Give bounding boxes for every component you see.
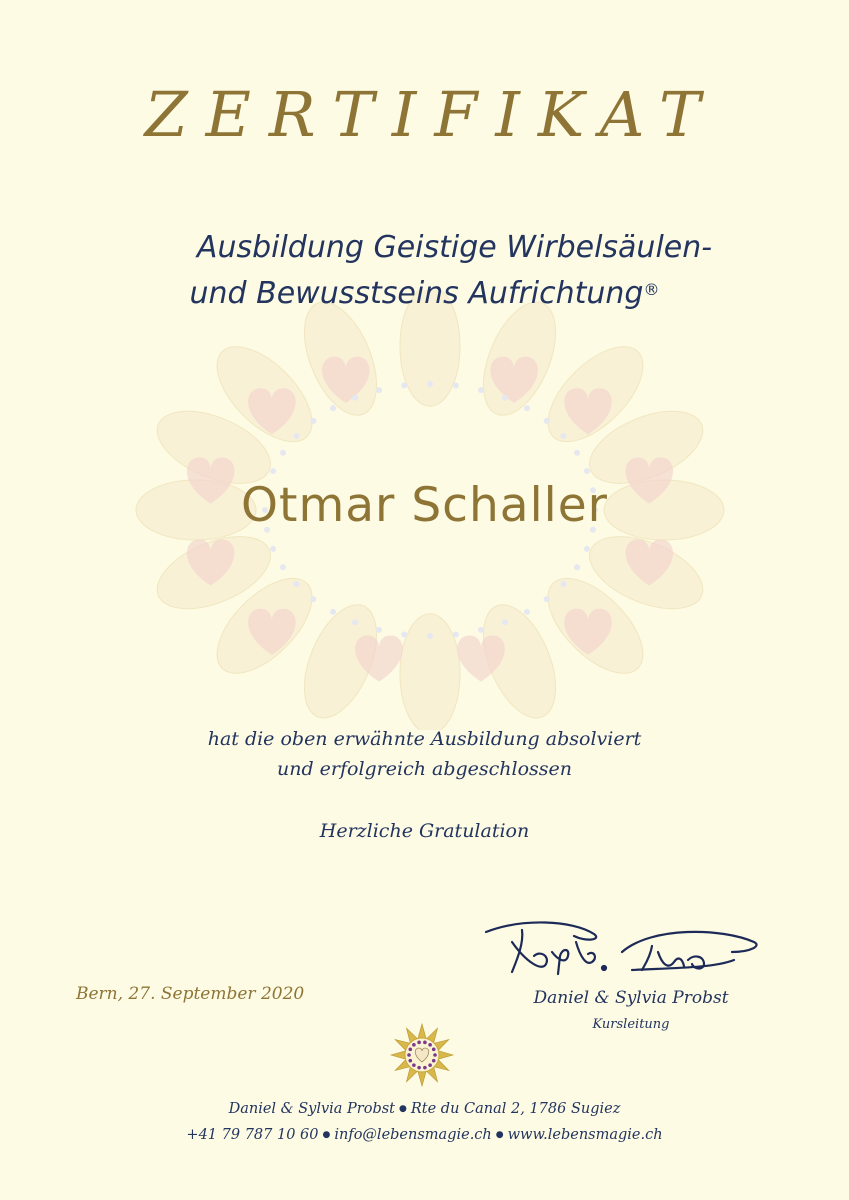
mandala-petal xyxy=(400,614,460,730)
mandala-dot xyxy=(401,383,407,389)
course-title-line-2 xyxy=(0,276,849,311)
certificate-title: ZERTIFIKAT xyxy=(144,78,719,151)
mandala-dot xyxy=(574,564,580,570)
signer-role: Kursleitung xyxy=(592,1017,670,1032)
logo-dot xyxy=(423,1041,427,1045)
course-title-line-1: Ausbildung Geistige Wirbelsäulen- xyxy=(196,230,713,265)
bullet-separator: ● xyxy=(399,1104,407,1114)
logo-petal xyxy=(437,1051,453,1060)
mandala-dot xyxy=(401,631,407,637)
mandala-dot xyxy=(376,387,382,393)
logo-dot xyxy=(407,1053,411,1057)
statement-line-2: und erfolgreich abgeschlossen xyxy=(276,758,573,780)
statement-line-1: hat die oben erwähnte Ausbildung absolviert xyxy=(207,728,642,750)
logo-petal xyxy=(418,1024,427,1040)
logo-dot xyxy=(412,1043,416,1047)
mandala-dot xyxy=(453,383,459,389)
mandala-dot xyxy=(280,564,286,570)
mandala-dot xyxy=(478,627,484,633)
logo-dot xyxy=(428,1043,432,1047)
mandala-dot xyxy=(330,609,336,615)
congratulation-text: Herzliche Gratulation xyxy=(319,820,530,842)
logo-dot xyxy=(417,1066,421,1070)
mandala-dot xyxy=(427,381,433,387)
footer-phone: +41 79 787 10 60 xyxy=(186,1127,319,1143)
bullet-separator: ● xyxy=(322,1130,331,1140)
signature xyxy=(482,912,772,984)
mandala-dot xyxy=(294,581,300,587)
mandala-dot xyxy=(453,631,459,637)
mandala-dot xyxy=(584,546,590,552)
logo-dot xyxy=(408,1048,412,1052)
footer-name: Daniel & Sylvia Probst xyxy=(228,1101,396,1117)
mandala-dot xyxy=(502,619,508,625)
signer-name: Daniel & Sylvia Probst xyxy=(533,988,729,1008)
mandala-dot xyxy=(294,433,300,439)
mandala-dot xyxy=(544,418,550,424)
logo-dot xyxy=(433,1053,437,1057)
logo-dot xyxy=(428,1063,432,1067)
footer-contact-line xyxy=(0,1127,849,1143)
mandala-dot xyxy=(352,395,358,401)
footer-website: www.lebensmagie.ch xyxy=(507,1127,663,1143)
logo-petal xyxy=(418,1070,427,1086)
logo-dot xyxy=(412,1063,416,1067)
mandala-dot xyxy=(427,633,433,639)
mandala-dot xyxy=(524,405,530,411)
mandala-dot xyxy=(376,627,382,633)
mandala-dot xyxy=(310,596,316,602)
logo-dot xyxy=(408,1059,412,1063)
mandala-dot xyxy=(560,581,566,587)
mandala-dot xyxy=(574,450,580,456)
mandala-dot xyxy=(352,619,358,625)
logo-petal xyxy=(391,1051,407,1060)
logo-dot xyxy=(432,1048,436,1052)
mandala-dot xyxy=(524,609,530,615)
mandala-dot xyxy=(330,405,336,411)
trademark-symbol: ® xyxy=(643,280,660,299)
golden-mandala-heart-logo xyxy=(389,1022,455,1088)
place-and-date: Bern, 27. September 2020 xyxy=(76,984,305,1004)
footer-address: Rte du Canal 2, 1786 Sugiez xyxy=(410,1101,621,1117)
recipient-name: Otmar Schaller xyxy=(241,478,608,533)
mandala-dot xyxy=(310,418,316,424)
mandala-dot xyxy=(502,395,508,401)
mandala-dot xyxy=(544,596,550,602)
mandala-dot xyxy=(584,468,590,474)
logo-dot xyxy=(423,1066,427,1070)
mandala-dot xyxy=(270,468,276,474)
footer-email: info@lebensmagie.ch xyxy=(334,1127,492,1143)
footer-address-line xyxy=(0,1101,849,1117)
logo-dot xyxy=(432,1059,436,1063)
mandala-dot xyxy=(560,433,566,439)
course-title-line-2-text: und Bewusstseins Aufrichtung xyxy=(189,276,644,311)
bullet-separator: ● xyxy=(495,1130,504,1140)
mandala-dot xyxy=(478,387,484,393)
mandala-dot xyxy=(280,450,286,456)
mandala-dot xyxy=(270,546,276,552)
logo-dot xyxy=(417,1041,421,1045)
